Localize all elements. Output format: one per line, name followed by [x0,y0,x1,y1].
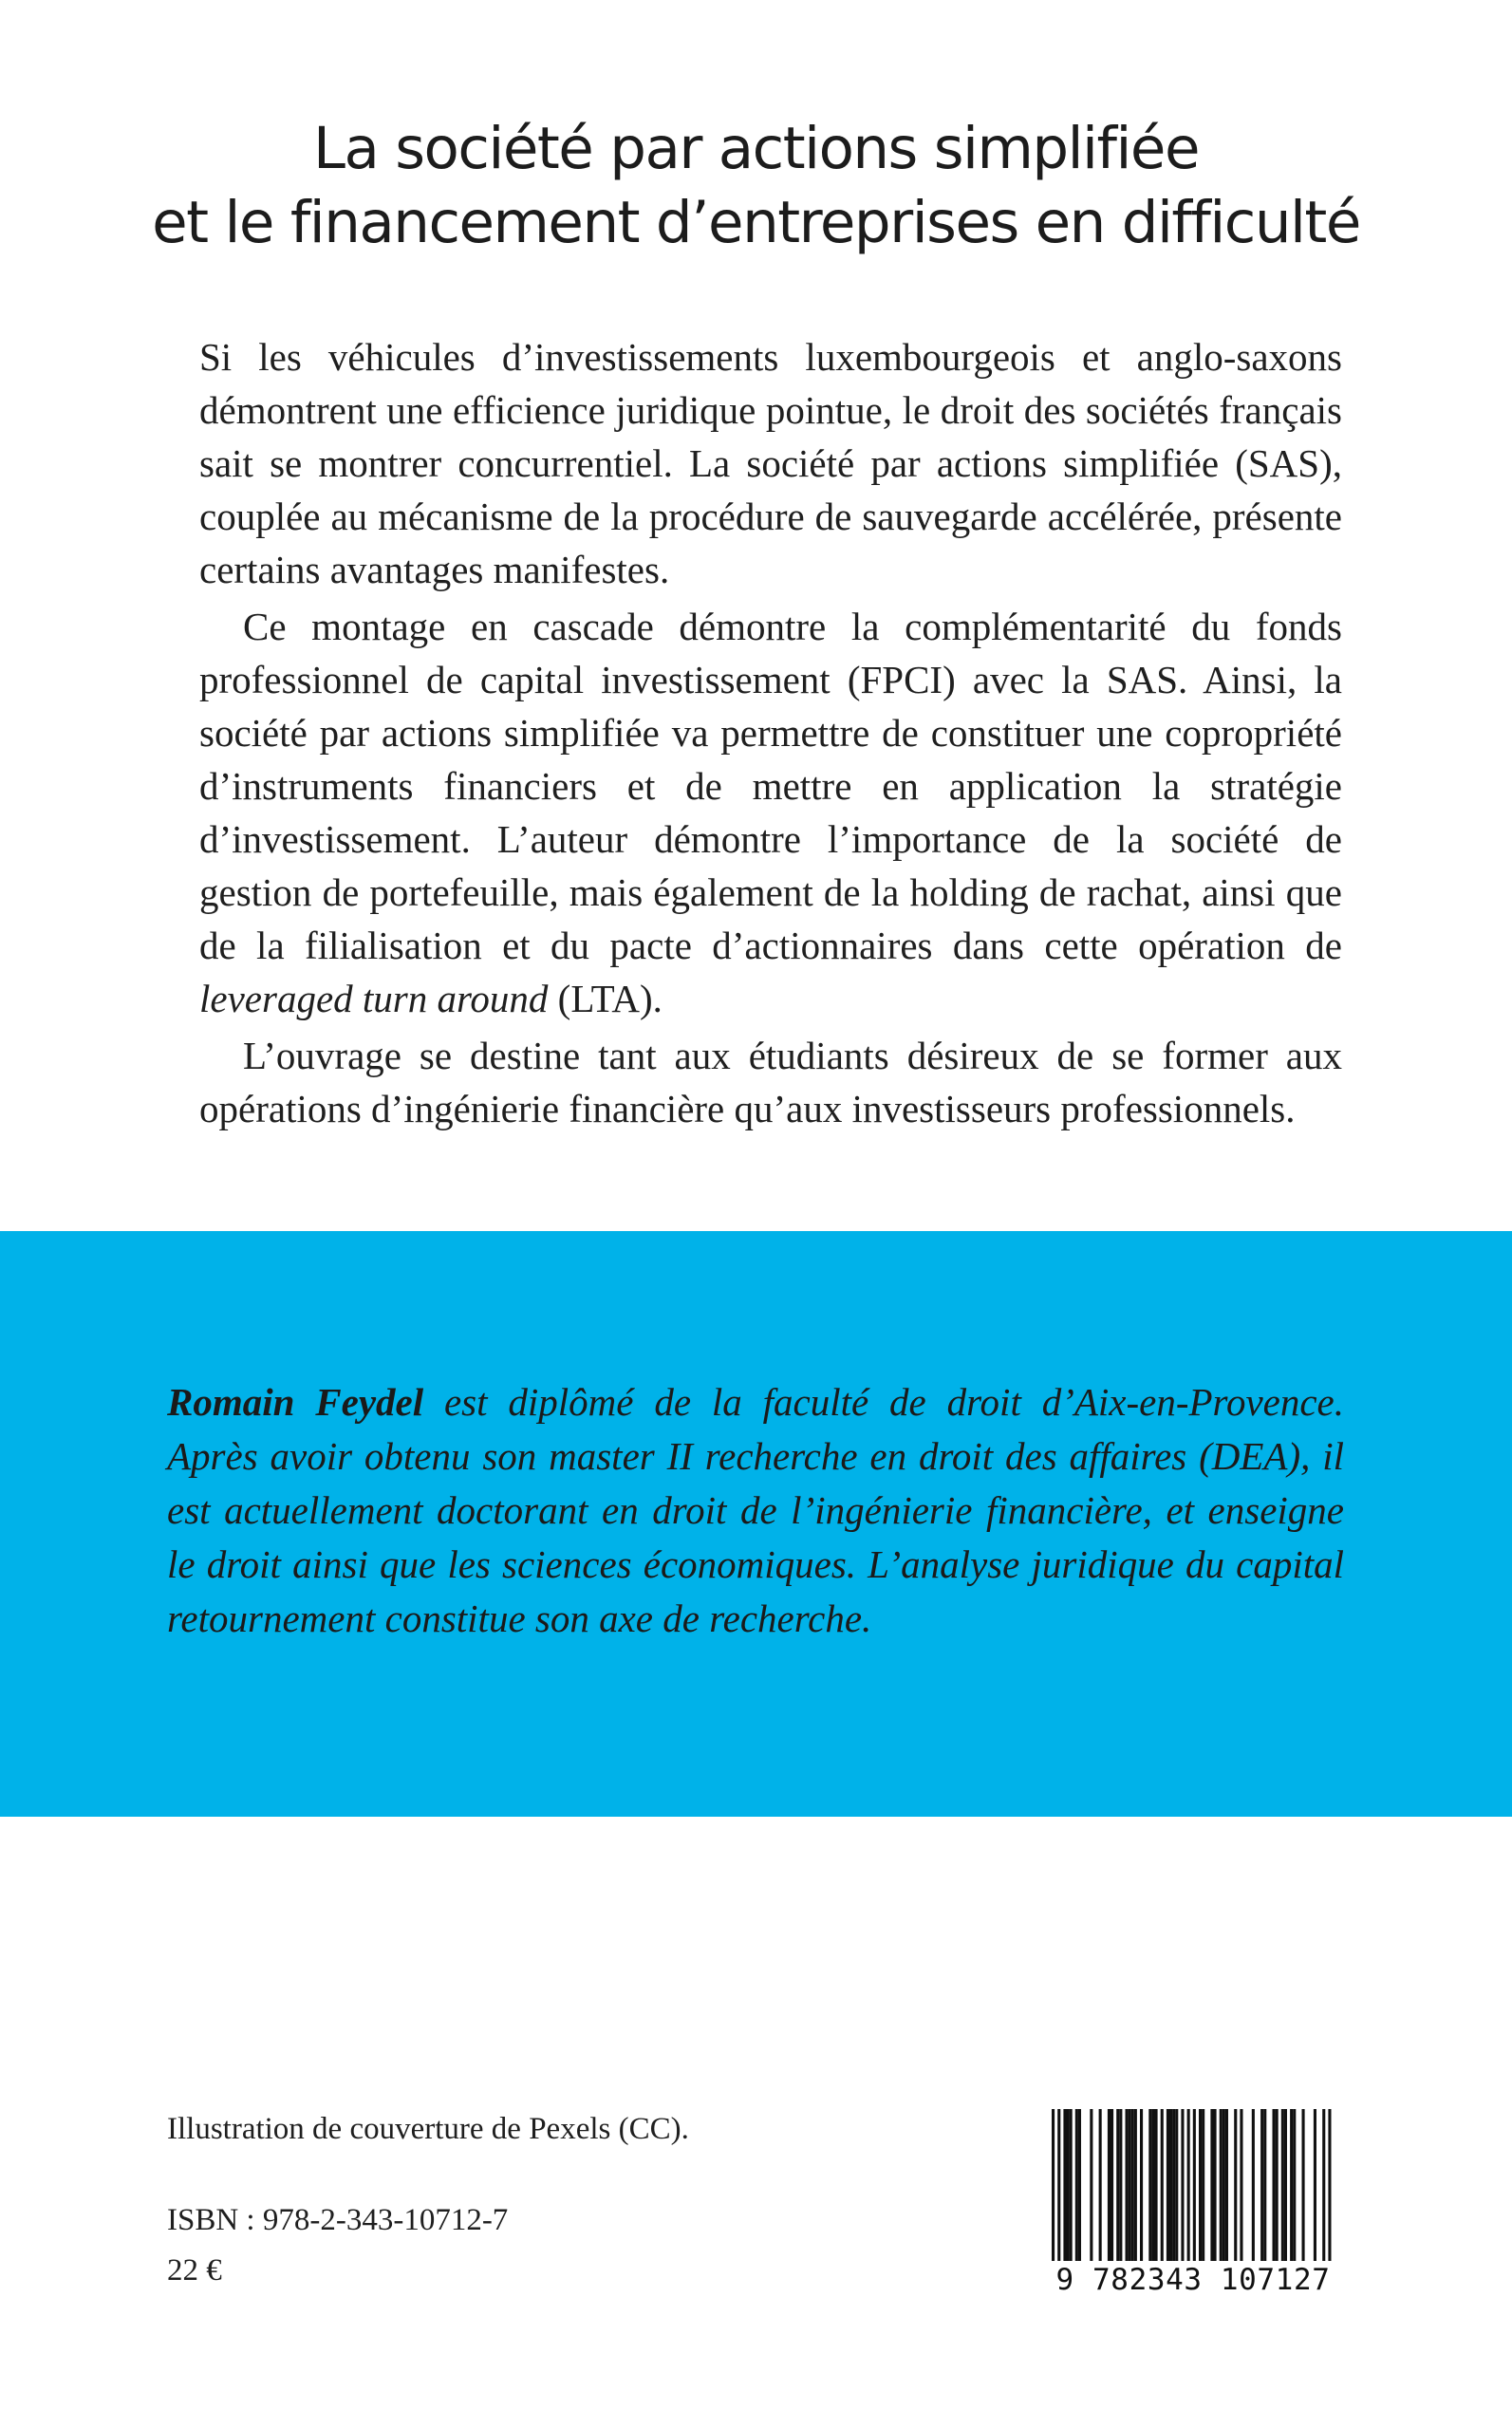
barcode-bar [1172,2109,1175,2263]
barcode-bar [1314,2109,1316,2263]
barcode-bar [1322,2109,1325,2263]
book-title-line-2: et le financement d’entreprises en difficulté [152,189,1360,256]
barcode-bar [1075,2109,1078,2263]
barcode-bar [1240,2109,1242,2263]
barcode-bar [1234,2109,1237,2263]
barcode-bar [1273,2109,1276,2263]
author-name: Romain Feydel [167,1380,424,1424]
barcode-bar [1161,2109,1164,2263]
barcode-bar [1148,2109,1151,2263]
barcode-bar [1108,2109,1111,2263]
barcode-bar [1167,2109,1169,2263]
barcode-bar [1078,2109,1081,2263]
summary-paragraph-1: Si les véhicules d’investissements luxembourgeois et anglo-saxons démontrent une efficience juridique pointue, le droit des sociétés français sait se montrer concurrentiel. La société par actions simplifiée (SAS), couplée au mécanisme de la procédure de sauvegarde accélérée, présente certains avantages manifestes. [199,335,1342,591]
barcode-bar [1210,2109,1213,2263]
barcode-bar [1070,2109,1073,2263]
summary-paragraph-2-end: (LTA). [548,977,663,1020]
summary-italic-term: leveraged turn around [199,977,549,1020]
barcode-bar [1276,2109,1279,2263]
barcode-bar [1263,2109,1266,2263]
barcode-bar [1151,2109,1154,2263]
book-title-line-1: La société par actions simplifiée [313,115,1199,182]
barcode-bar [1293,2109,1296,2263]
book-summary [199,330,1342,1139]
barcode-bar [1220,2109,1223,2263]
barcode-bar [1187,2109,1190,2263]
barcode-bar [1169,2109,1172,2263]
barcode-bar [1302,2109,1305,2263]
barcode-bar [1134,2109,1137,2263]
barcode-bar [1119,2109,1122,2263]
barcode-bar [1175,2109,1178,2263]
barcode-bar [1067,2109,1070,2263]
book-title [95,112,1417,260]
barcode-bar [1057,2109,1060,2263]
barcode-bar [1052,2109,1055,2263]
barcode-bar [1193,2109,1196,2263]
barcode-bar [1225,2109,1228,2263]
barcode-bar [1116,2109,1119,2263]
price-label: 22 € [167,2253,222,2288]
cover-credit: Illustration de couverture de Pexels (CC). [167,2112,689,2146]
barcode-digits: 9 782343 107127 [1048,2261,1338,2299]
author-bio [167,1375,1344,1646]
barcode-bar [1202,2109,1204,2263]
barcode-bar [1140,2109,1143,2263]
summary-paragraph-2-text: Ce montage en cascade démontre la complémentarité du fonds professionnel de capital investissement (FPCI) avec la SAS. Ainsi, la société par actions simplifiée va permettre de constituer une copropriété d’instruments financiers et de mettre en application la stratégie d’investissement. L’auteur démontre l’importance de la société de gestion de portefeuille, mais également de la holding de rachat, ainsi que de la filialisation et du pacte d’actionnaires dans cette opération de [199,605,1342,967]
barcode-bar [1131,2109,1134,2263]
barcode-bar [1281,2109,1284,2263]
barcode-bar [1214,2109,1217,2263]
barcode-bar [1290,2109,1293,2263]
barcode-bar [1199,2109,1202,2263]
summary-paragraph-2 [199,600,1342,1025]
barcode-bar [1155,2109,1158,2263]
barcode-bar [1181,2109,1184,2263]
barcode-bars [1048,2105,1338,2267]
barcode-bar [1260,2109,1263,2263]
barcode-bar [1252,2109,1255,2263]
barcode-bar [1223,2109,1225,2263]
barcode-bar [1328,2109,1331,2263]
barcode-bar [1284,2109,1287,2263]
barcode-bar [1090,2109,1092,2263]
summary-paragraph-3: L’ouvrage se destine tant aux étudiants désireux de se former aux opérations d’ingénierie financière qu’aux investisseurs professionnels. [199,1034,1342,1130]
barcode-bar [1099,2109,1102,2263]
barcode-bar [1063,2109,1066,2263]
isbn-label: ISBN : 978-2-343-10712-7 [167,2203,509,2237]
author-bio-text: est diplômé de la faculté de droit d’Aix-en-Provence. Après avoir obtenu son master II recherche en droit des affaires (DEA), il est actuellement doctorant en droit de l’ingénierie financière, et enseigne le droit ainsi que les sciences économiques. L’analyse juridique du capital retournement constitue son axe de recherche. [167,1380,1345,1640]
barcode-bar [1126,2109,1129,2263]
barcode-bar [1129,2109,1131,2263]
barcode-bar [1111,2109,1113,2263]
